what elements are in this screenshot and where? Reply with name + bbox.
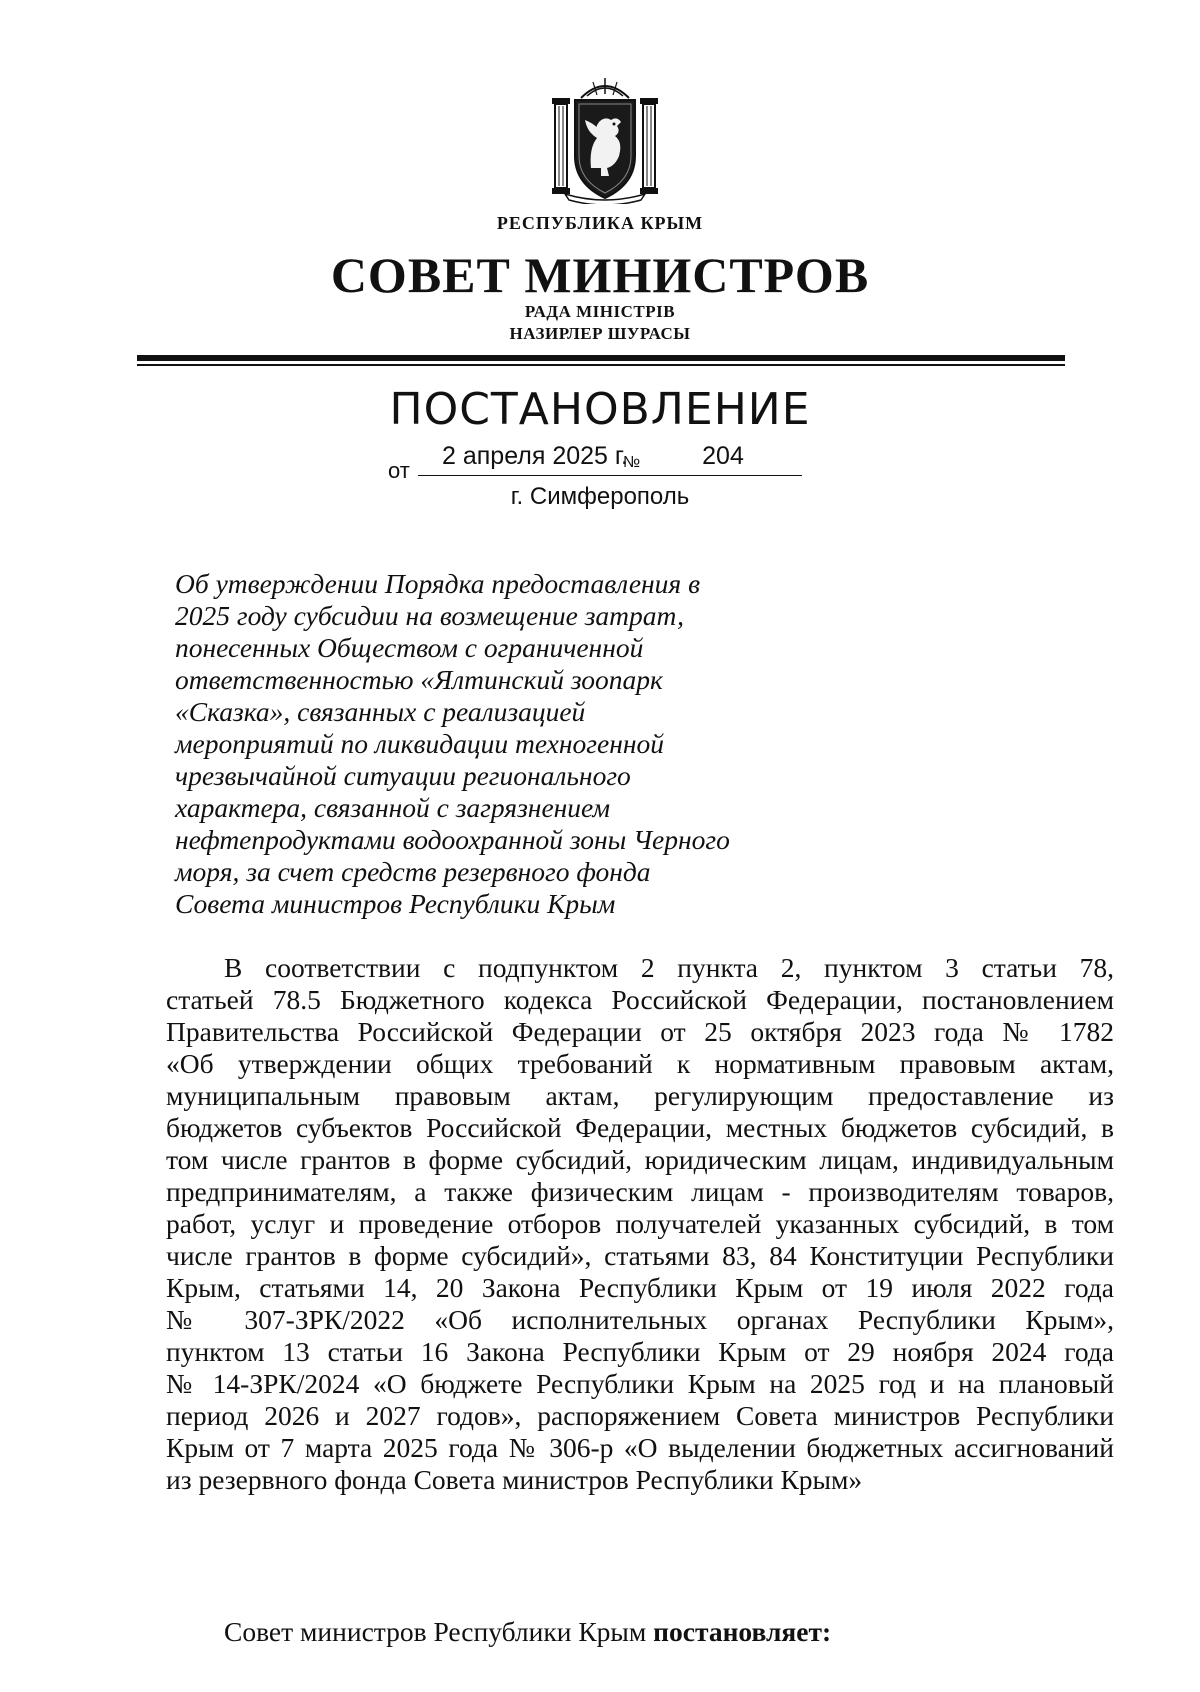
header-divider-thick bbox=[137, 355, 1065, 361]
council-title-crimean-tatar: НАЗИРЛЕР ШУРАСЫ bbox=[509, 324, 691, 343]
body-line: муниципальным правовым актам, регулирующим предоставление из bbox=[166, 1080, 1114, 1111]
body-line: работ, услуг и проведение отборов получателей указанных субсидий, в том bbox=[166, 1208, 1114, 1239]
body-line: Крым, статьями 14, 20 Закона Республики Крым от 19 июля 2022 года bbox=[166, 1272, 1114, 1303]
number-label: № bbox=[623, 454, 641, 471]
body-line: № 14-ЗРК/2024 «О бюджете Республики Крым на 2025 год и на плановый bbox=[166, 1368, 1114, 1399]
document-type-title: ПОСТАНОВЛЕНИЕ bbox=[389, 384, 811, 435]
body-line: том числе грантов в форме субсидий, юридическим лицам, индивидуальным bbox=[166, 1144, 1114, 1175]
resolution-keyword: постановляет: bbox=[653, 1616, 832, 1647]
subject-line: мероприятий по ликвидации техногенной bbox=[175, 728, 664, 759]
coat-of-arms-emblem bbox=[551, 76, 659, 204]
date-number-line bbox=[0, 440, 1200, 483]
subject-line: 2025 году субсидии на возмещение затрат, bbox=[175, 600, 684, 631]
subject-line: Совета министров Республики Крым bbox=[175, 888, 616, 919]
body-line: В соответствии с подпунктом 2 пункта 2, пунктом 3 статьи 78, bbox=[224, 952, 1114, 983]
date-prefix: от bbox=[388, 458, 410, 483]
republic-title: РЕСПУБЛИКА КРЫМ bbox=[496, 213, 704, 233]
body-line: № 307-ЗРК/2022 «Об исполнительных органах Республики Крым», bbox=[166, 1304, 1114, 1335]
preamble-paragraph bbox=[166, 952, 1114, 1496]
body-line: из резервного фонда Совета министров Республики Крым» bbox=[166, 1464, 863, 1495]
subject-line: чрезвычайной ситуации регионального bbox=[175, 760, 631, 791]
body-line: предпринимателям, а также физическим лицам - производителям товаров, bbox=[166, 1176, 1114, 1207]
subject-line: нефтепродуктами водоохранной зоны Черного bbox=[175, 824, 730, 855]
header-divider-thin bbox=[137, 364, 1065, 366]
body-line: бюджетов субъектов Российской Федерации, местных бюджетов субсидий, в bbox=[166, 1112, 1114, 1143]
document-city: г. Симферополь bbox=[510, 483, 690, 510]
resolution-line bbox=[224, 1616, 831, 1648]
body-line: Правительства Российской Федерации от 25 октября 2023 года № 1782 bbox=[166, 1016, 1114, 1047]
subject-line: ответственностью «Ялтинский зоопарк bbox=[175, 664, 663, 695]
council-title-ukrainian: РАДА МІНІСТРІВ bbox=[524, 302, 676, 321]
document-number: 204 bbox=[644, 442, 802, 476]
subject-line: «Сказка», связанных с реализацией bbox=[175, 696, 586, 727]
body-line: пунктом 13 статьи 16 Закона Республики Крым от 29 ноября 2024 года bbox=[166, 1336, 1114, 1367]
body-line: статьей 78.5 Бюджетного кодекса Российской Федерации, постановлением bbox=[166, 984, 1114, 1015]
subject-line: понесенных Обществом с ограниченной bbox=[175, 632, 644, 663]
subject-line: характера, связанной с загрязнением bbox=[175, 792, 611, 823]
council-title: СОВЕТ МИНИСТРОВ bbox=[330, 247, 870, 303]
resolution-text: Совет министров Республики Крым bbox=[224, 1616, 654, 1647]
document-date: 2 апреля 2025 г. bbox=[418, 442, 644, 476]
document-subject bbox=[175, 568, 765, 920]
subject-line: Об утверждении Порядка предоставления в bbox=[175, 568, 701, 599]
body-line: период 2026 и 2027 годов», распоряжением Совета министров Республики bbox=[166, 1400, 1114, 1431]
body-line: числе грантов в форме субсидий», статьями 83, 84 Конституции Республики bbox=[166, 1240, 1114, 1271]
subject-line: моря, за счет средств резервного фонда bbox=[175, 856, 651, 887]
body-line: «Об утверждении общих требований к нормативным правовым актам, bbox=[166, 1048, 1114, 1079]
body-line: Крым от 7 марта 2025 года № 306-р «О выделении бюджетных ассигнований bbox=[166, 1432, 1114, 1463]
